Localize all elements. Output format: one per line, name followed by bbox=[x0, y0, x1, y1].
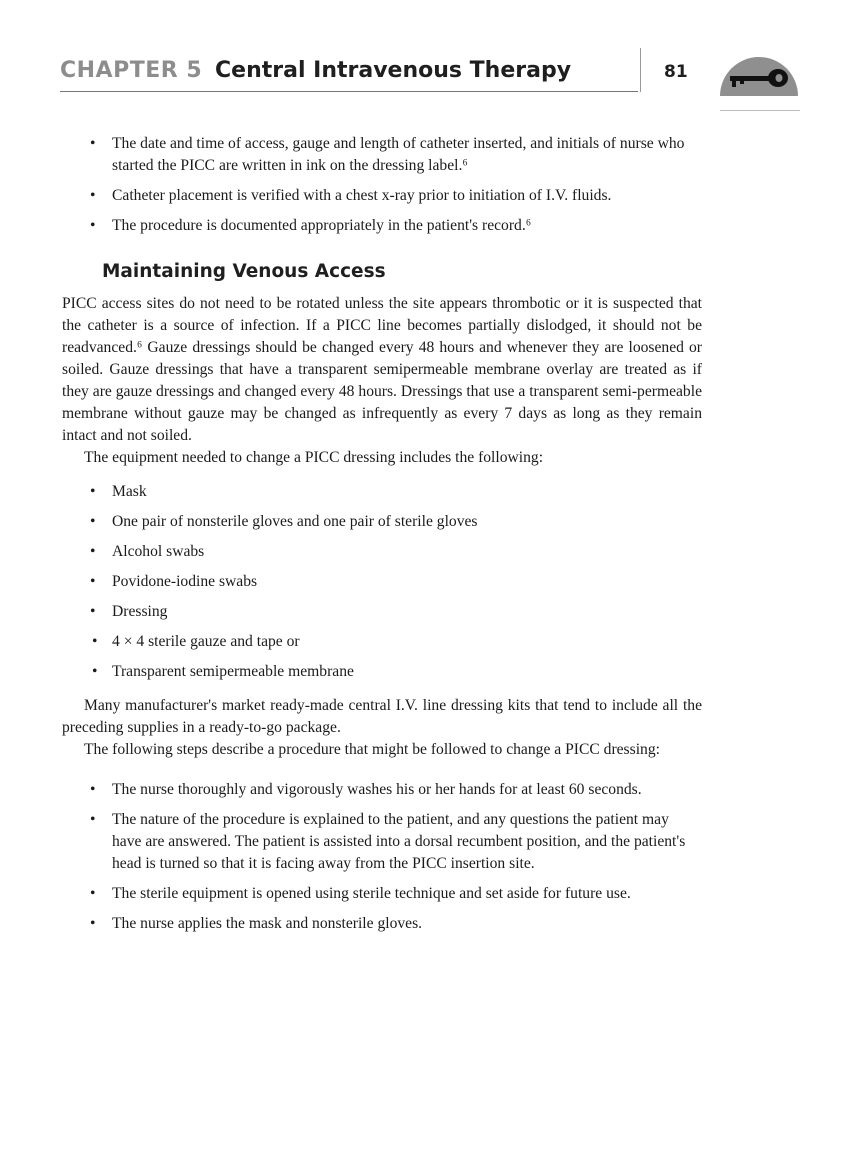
chapter-label: CHAPTER 5 bbox=[60, 58, 203, 83]
list-item: • Alcohol swabs bbox=[62, 541, 702, 563]
paragraph: The following steps describe a procedure that might be followed to change a PICC dressing: bbox=[84, 741, 660, 758]
list-item bbox=[62, 601, 702, 683]
section-heading: Maintaining Venous Access bbox=[102, 261, 386, 282]
list-item: • The nature of the procedure is explained to the patient, and any questions the patient may have are answered. The patient is assisted into a dorsal recumbent position, and the patient's head is turned so that it is facing away from the PICC insertion site. bbox=[62, 809, 702, 875]
list-item: • Povidone-iodine swabs bbox=[62, 571, 702, 593]
header-rule bbox=[60, 91, 638, 92]
equipment-list bbox=[62, 481, 702, 683]
paragraph: Many manufacturer's market ready-made central I.V. line dressing kits that tend to include all the preceding supplies in a ready-to-go package. bbox=[62, 697, 702, 736]
dressing-sublist bbox=[112, 631, 702, 683]
list-item: • The nurse applies the mask and nonsterile gloves. bbox=[62, 913, 702, 935]
list-item: • The date and time of access, gauge and length of catheter inserted, and initials of nurse who started the PICC are written in ink on the dressing label.⁶ bbox=[62, 133, 702, 177]
list-item-label: Dressing bbox=[112, 603, 168, 620]
chapter-title: Central Intravenous Therapy bbox=[215, 58, 572, 83]
steps-list bbox=[62, 779, 702, 935]
header-divider bbox=[640, 48, 641, 92]
key-icon bbox=[716, 52, 802, 96]
sub-list-item: • Transparent semipermeable membrane bbox=[90, 661, 702, 683]
list-item: • One pair of nonsterile gloves and one pair of sterile gloves bbox=[62, 511, 702, 533]
list-item: • Mask bbox=[62, 481, 702, 503]
list-item: • The sterile equipment is opened using sterile technique and set aside for future use. bbox=[62, 883, 702, 905]
list-item: • The procedure is documented appropriately in the patient's record.⁶ bbox=[62, 215, 702, 237]
page-number: 81 bbox=[664, 62, 688, 82]
paragraph: PICC access sites do not need to be rotated unless the site appears thrombotic or it is suspected that the catheter is a source of infection. If a PICC line becomes partially dislodged, it should not be readvanced.⁶ Gauze dressings should be changed every 48 hours and whenever they are loosened or soiled. Gauze dressings that have a transparent semipermeable membrane overlay are treated as if they are gauze dressings and changed every 48 hours. Dressings that use a transparent semi-permeable membrane without gauze may be changed as infrequently as every 7 days as long as they remain intact and not soiled. bbox=[62, 295, 702, 444]
list-item: • Catheter placement is verified with a chest x-ray prior to initiation of I.V. fluids. bbox=[62, 185, 702, 207]
paragraph: The equipment needed to change a PICC dressing includes the following: bbox=[84, 449, 544, 466]
intro-list bbox=[62, 133, 702, 237]
sub-list-item: • 4 × 4 sterile gauze and tape or bbox=[90, 631, 702, 653]
page-header bbox=[60, 52, 802, 96]
tab-rule bbox=[720, 110, 800, 111]
page-content bbox=[62, 133, 702, 943]
list-item: • The nurse thoroughly and vigorously washes his or her hands for at least 60 seconds. bbox=[62, 779, 702, 801]
